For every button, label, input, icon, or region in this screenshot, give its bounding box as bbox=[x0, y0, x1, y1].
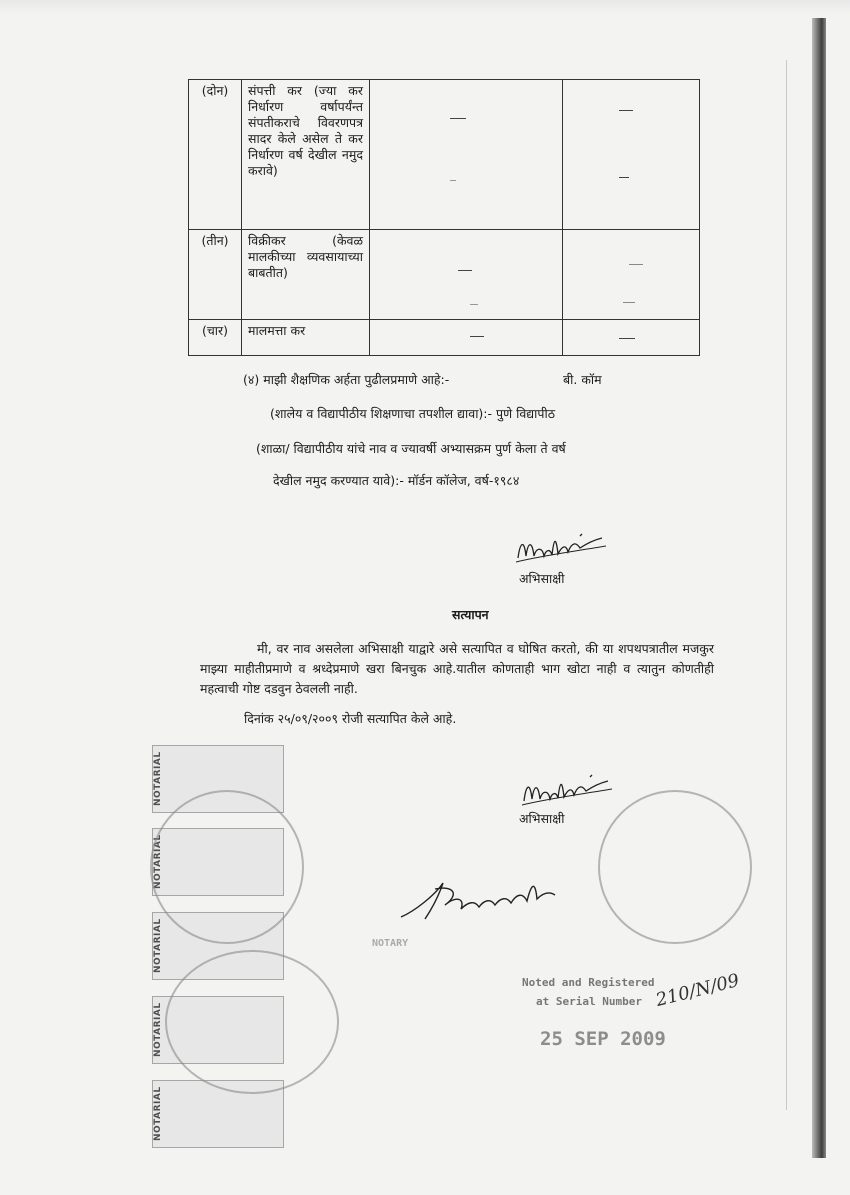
row-number: (तीन) bbox=[189, 230, 242, 320]
verification-heading: सत्यापन bbox=[452, 607, 489, 622]
verification-body: मी, वर नाव असलेला अभिसाक्षी याद्वारे असे सत्यापित व घोषित करतो, की या शपथपत्रातील मजकुर माझ्या माहीतीप्रमाणे व श्रध्देप्रमाणे खरा बिनचुक आहे.यातील कोणताही भाग खोटा नाही व त्यातुन कोणतीही महत्वाची गोष्ट दडवुन ठेवलली नाही. bbox=[200, 641, 714, 696]
education-line-3: (शाळा/ विद्यापीठीय यांचे नाव व ज्यावर्षी अभ्यासक्रम पुर्ण केला ते वर्ष bbox=[256, 441, 566, 456]
row-value-cell bbox=[370, 230, 563, 320]
scan-right-edge bbox=[812, 18, 826, 1158]
dash-mark bbox=[619, 110, 633, 111]
notary-seal bbox=[150, 790, 304, 944]
row-value-cell bbox=[563, 230, 700, 320]
dash-mark bbox=[619, 338, 635, 339]
education-line-4: देखील नमुद करण्यात यावे):- मॉर्डन कॉलेज, वर्ष-१९८४ bbox=[273, 473, 520, 488]
notarial-stamp: NOTARIAL bbox=[152, 745, 284, 813]
verification-date: दिनांक २५/०९/२००९ रोजी सत्यापित केले आहे. bbox=[244, 711, 457, 726]
dash-mark bbox=[458, 270, 472, 271]
dash-mark bbox=[450, 118, 466, 119]
deponent-label: अभिसाक्षी bbox=[519, 571, 565, 586]
dash-mark bbox=[619, 177, 629, 178]
notary-label: NOTARY bbox=[372, 938, 409, 949]
education-degree: बी. कॉम bbox=[563, 372, 602, 387]
row-description: संपत्ती कर (ज्या कर निर्धारण वर्षापर्यंन्त संपतीकराचे विवरणपत्र सादर केले असेल ते कर निर्धारण वर्ष देखील नमुद करावे) bbox=[242, 80, 370, 230]
registration-stamp-line-1: Noted and Registered bbox=[522, 976, 655, 989]
notarial-stamp: NOTARIAL bbox=[152, 828, 284, 896]
notary-seal bbox=[598, 790, 752, 944]
education-line-1: (४) माझी शैक्षणिक अर्हता पुढीलप्रमाणे आहे:- bbox=[243, 372, 450, 387]
deponent-signature bbox=[516, 765, 616, 810]
dash-mark bbox=[470, 304, 478, 305]
registration-date: 25 SEP 2009 bbox=[540, 1028, 666, 1050]
table-row bbox=[189, 320, 700, 356]
dash-mark bbox=[470, 336, 484, 337]
scan-artifact-line bbox=[786, 60, 787, 1110]
dash-mark bbox=[623, 302, 635, 303]
row-value-cell bbox=[370, 80, 563, 230]
notarial-stamp: NOTARIAL bbox=[152, 1080, 284, 1148]
row-description: विक्रीकर (केवळ मालकीच्या व्यवसायाच्या बाबतीत) bbox=[242, 230, 370, 320]
tax-table bbox=[188, 79, 700, 356]
registration-stamp-line-2: at Serial Number bbox=[536, 995, 642, 1008]
table-row bbox=[189, 80, 700, 230]
notary-seal bbox=[165, 950, 339, 1094]
education-line-2: (शालेय व विद्यापीठीय शिक्षणाचा तपशील द्यावा):- पुणे विद्यापीठ bbox=[270, 406, 556, 421]
row-value-cell bbox=[370, 320, 563, 356]
row-value-cell bbox=[563, 80, 700, 230]
deponent-label: अभिसाक्षी bbox=[519, 811, 565, 826]
scan-top-edge bbox=[0, 0, 850, 14]
dash-mark bbox=[450, 180, 456, 181]
row-number: (दोन) bbox=[189, 80, 242, 230]
serial-number: 210/N/09 bbox=[653, 970, 742, 1011]
dash-mark bbox=[629, 264, 643, 265]
row-value-cell bbox=[563, 320, 700, 356]
table-row bbox=[189, 230, 700, 320]
notarial-stamp: NOTARIAL bbox=[152, 996, 284, 1064]
deponent-signature bbox=[510, 518, 610, 568]
notary-signature bbox=[395, 865, 570, 935]
notarial-stamp: NOTARIAL bbox=[152, 912, 284, 980]
row-description: मालमत्ता कर bbox=[242, 320, 370, 356]
row-number: (चार) bbox=[189, 320, 242, 356]
